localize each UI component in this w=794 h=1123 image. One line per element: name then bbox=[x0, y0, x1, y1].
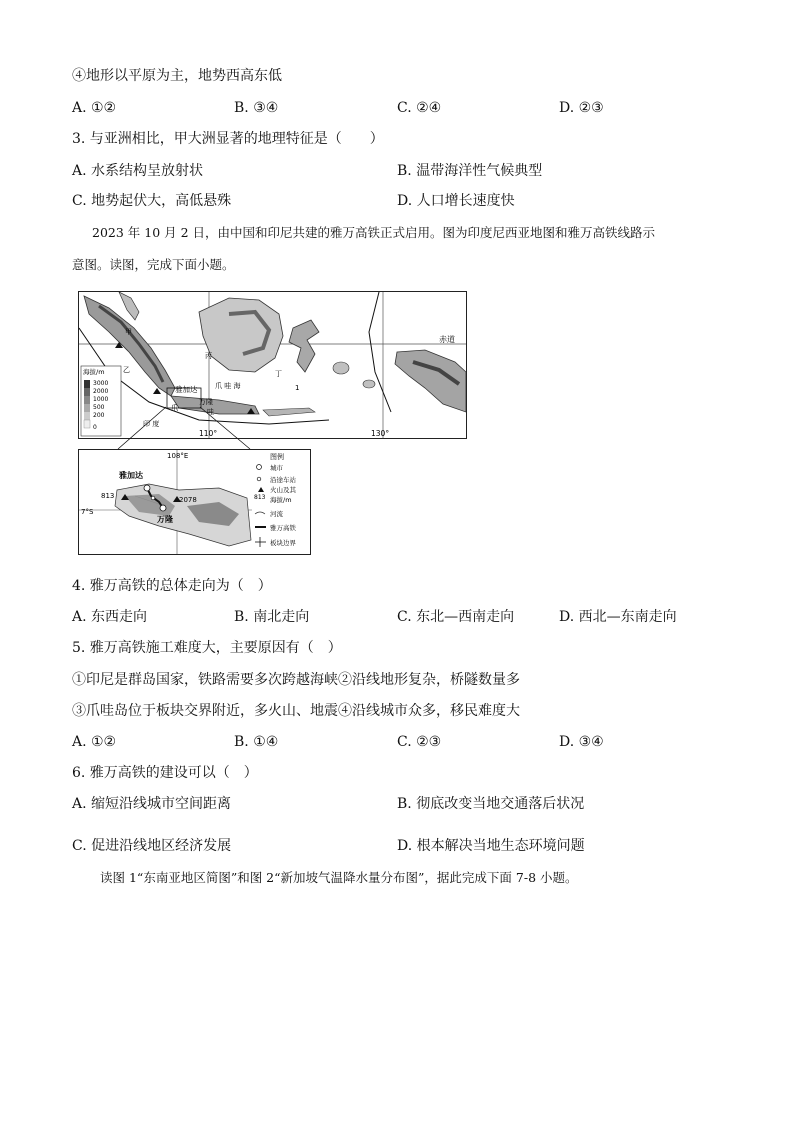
q3-choice-b[interactable]: B. 温带海洋性气候典型 bbox=[397, 163, 543, 179]
q3-stem: 3. 与亚洲相比，甲大洲显著的地理特征是（ ） bbox=[72, 131, 384, 147]
city-marker bbox=[144, 485, 150, 491]
label-jia: 甲 bbox=[125, 328, 132, 336]
label-bandung: 万隆 bbox=[199, 398, 213, 406]
legend-station-icon bbox=[257, 477, 261, 481]
label-indian-ocean: 印 度 bbox=[143, 420, 160, 428]
q4-choice-b[interactable]: B. 南北走向 bbox=[234, 609, 310, 625]
q4-choice-a[interactable]: A. 东西走向 bbox=[72, 609, 148, 625]
q5-choice-d[interactable]: D. ③④ bbox=[559, 734, 604, 750]
elevation-value: 1000 bbox=[93, 396, 109, 403]
label-yi: 乙 bbox=[123, 366, 130, 374]
legend-river-icon bbox=[255, 512, 265, 514]
q2-choice-c[interactable]: C. ②④ bbox=[397, 100, 442, 116]
legend-item: 雅万高铁 bbox=[270, 524, 296, 532]
legend-item: 城市 bbox=[270, 464, 283, 472]
legend-item: 河流 bbox=[270, 510, 283, 518]
q2-choice-b[interactable]: B. ③④ bbox=[234, 100, 279, 116]
elevation-value: 3000 bbox=[93, 380, 109, 387]
q5-statement-2: ③爪哇岛位于板块交界附近，多火山、地震④沿线城市众多，移民难度大 bbox=[72, 703, 520, 719]
legend-city-icon bbox=[257, 465, 262, 470]
q6-stem: 6. 雅万高铁的建设可以（ ） bbox=[72, 765, 258, 781]
zoom-connector bbox=[78, 291, 478, 461]
q5-choice-a[interactable]: A. ①② bbox=[72, 734, 117, 750]
java-detail-map bbox=[78, 449, 254, 555]
label-1: 1 bbox=[295, 384, 300, 392]
q4-choice-c[interactable]: C. 东北—西南走向 bbox=[397, 609, 515, 625]
passage-1-line-1: 2023 年 10 月 2 日，由中国和印尼共建的雅万高铁正式启用。图为印度尼西亚地图和雅万高铁线路示 bbox=[92, 225, 656, 240]
passage-2: 读图 1“东南亚地区简图”和图 2“新加坡气温降水量分布图”，据此完成下面 7-8 小题。 bbox=[100, 870, 578, 885]
q2-choice-a[interactable]: A. ①② bbox=[72, 100, 117, 116]
legend-813: 813 bbox=[254, 494, 266, 501]
q6-choice-b[interactable]: B. 彻底改变当地交通落后状况 bbox=[397, 796, 585, 812]
label-bandung: 万隆 bbox=[157, 515, 173, 524]
legend-item: 板块边界 bbox=[270, 539, 296, 547]
station-marker bbox=[151, 496, 155, 500]
q3-choice-d[interactable]: D. 人口增长速度快 bbox=[397, 193, 515, 209]
passage-1-line-2: 意图。读图，完成下面小题。 bbox=[72, 257, 235, 272]
java-detail-map-svg bbox=[79, 450, 253, 554]
q6-choice-c[interactable]: C. 促进沿线地区经济发展 bbox=[72, 838, 232, 854]
q5-stem: 5. 雅万高铁施工难度大，主要原因有（ ） bbox=[72, 640, 342, 656]
elevation-value: 200 bbox=[93, 412, 105, 419]
q5-choice-c[interactable]: C. ②③ bbox=[397, 734, 442, 750]
q4-choice-d[interactable]: D. 西北—东南走向 bbox=[559, 609, 677, 625]
label-equator: 赤道 bbox=[439, 335, 455, 344]
label-java: 爪 bbox=[171, 404, 178, 412]
q5-choice-b[interactable]: B. ①④ bbox=[234, 734, 279, 750]
label-ding: 丁 bbox=[275, 370, 282, 378]
q5-statement-1: ①印尼是群岛国家，铁路需要多次跨越海峡②沿线地形复杂，桥隧数量多 bbox=[72, 672, 520, 688]
java-map-legend bbox=[252, 449, 311, 555]
elevation-value: 0 bbox=[93, 424, 97, 431]
q3-choice-c[interactable]: C. 地势起伏大，高低悬殊 bbox=[72, 193, 232, 209]
elevation-value: 500 bbox=[93, 404, 105, 411]
elevation-legend-title: 海拔/m bbox=[83, 368, 105, 376]
label-hua: 哇 bbox=[207, 408, 214, 416]
label-7s: 7°S bbox=[81, 508, 94, 516]
q6-choice-a[interactable]: A. 缩短沿线城市空间距离 bbox=[72, 796, 232, 812]
legend-svg bbox=[252, 450, 310, 554]
legend-title: 图例 bbox=[270, 453, 284, 461]
elevation-value: 2000 bbox=[93, 388, 109, 395]
label-bing: 丙 bbox=[205, 352, 212, 360]
q4-stem: 4. 雅万高铁的总体走向为（ ） bbox=[72, 578, 272, 594]
label-813: 813 bbox=[101, 492, 115, 500]
q3-choice-a[interactable]: A. 水系结构呈放射状 bbox=[72, 163, 204, 179]
label-java-sea: 爪 哇 海 bbox=[215, 382, 241, 390]
label-jakarta: 雅加达 bbox=[175, 385, 198, 394]
legend-item: 沿途车站 bbox=[270, 476, 296, 484]
label-130: 130° bbox=[371, 429, 390, 438]
q2-option-4: ④地形以平原为主，地势西高东低 bbox=[72, 68, 282, 84]
label-2078: 2078 bbox=[179, 496, 197, 504]
q6-choice-d[interactable]: D. 根本解决当地生态环境问题 bbox=[397, 838, 585, 854]
legend-volcano-icon bbox=[258, 487, 264, 492]
legend-item: 海拔/m bbox=[270, 496, 292, 504]
label-110: 110° bbox=[199, 429, 218, 438]
city-marker bbox=[160, 505, 166, 511]
label-108e: 108°E bbox=[167, 452, 189, 460]
legend-item: 火山及其 bbox=[270, 486, 296, 494]
q2-choice-d[interactable]: D. ②③ bbox=[559, 100, 604, 116]
label-jakarta: 雅加达 bbox=[119, 471, 143, 480]
